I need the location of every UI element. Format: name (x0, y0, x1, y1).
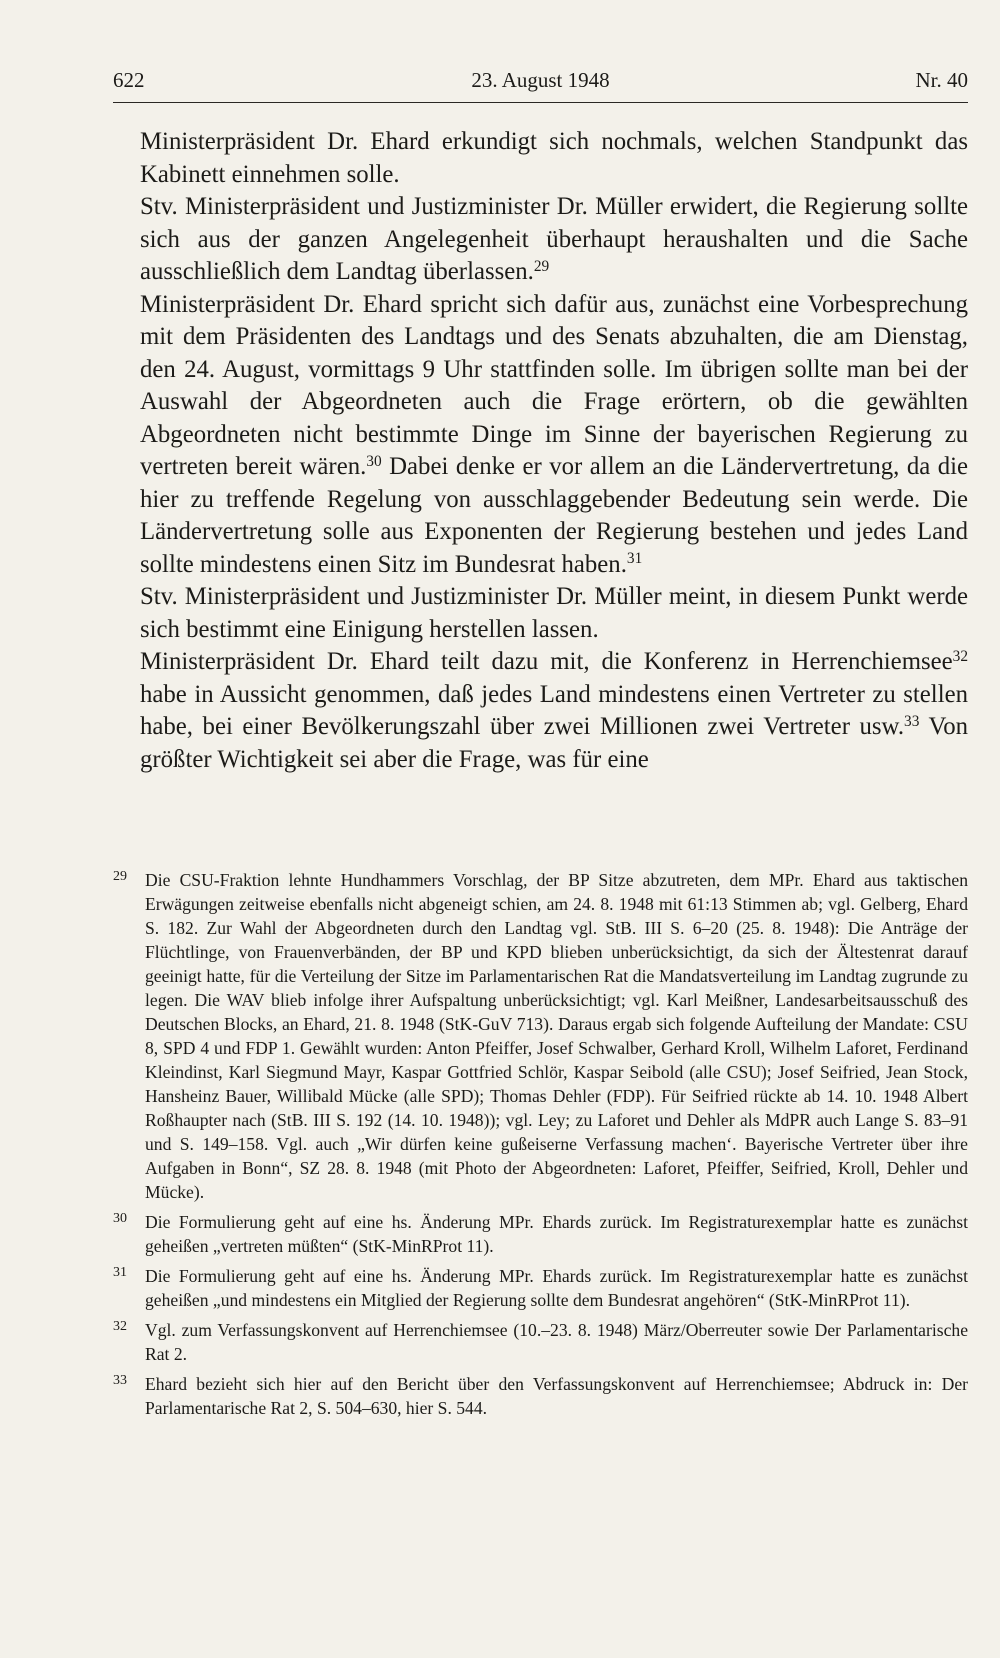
footnote-ref[interactable]: 30 (366, 452, 382, 470)
footnote-ref[interactable]: 33 (904, 712, 920, 730)
footnote-number: 33 (113, 1373, 127, 1388)
page-number: 622 (113, 68, 145, 92)
footnote (113, 868, 968, 1204)
paragraph: Ministerpräsident Dr. Ehard teilt dazu mit, die Konferenz in Herrenchiemsee$^{32}$ habe in Aussicht genommen, daß jedes Land mindestens einen Vertreter zu stellen habe, bei einer Bevölkerungszahl über zwei Millionen zwei Vertreter usw.$^{33}$ Von größter Wichtigkeit sei aber die Frage, was für eine (140, 647, 968, 773)
paragraph: Ministerpräsident Dr. Ehard spricht sich dafür aus, zunächst eine Vorbesprechung mit dem Präsidenten des Landtags und des Senats abzuhalten, die am Dienstag, den 24. August, vormittags 9 Uhr stattfinden solle. Im übrigen sollte man bei der Auswahl der Abgeordneten auch die Frage erörtern, ob die gewählten Abgeordneten nicht bestimmte Dinge im Sinne der bayerischen Regierung zu vertreten bereit wären.$^{30}$ Dabei denke er vor allem an die Ländervertretung, da die hier zu treffende Regelung von ausschlaggebender Bedeutung sein werde. Die Ländervertretung solle aus Exponenten der Regierung bestehen und jedes Land sollte mindestens einen Sitz im Bundesrat haben.$^{31}$ (140, 290, 968, 578)
running-header (113, 64, 968, 103)
footnote-text: Die CSU-Fraktion lehnte Hundhammers Vorschlag, der BP Sitze abzutreten, dem MPr. Ehard aus taktischen Erwägungen zeitweise ebenfalls nicht abgeneigt schien, am 24. 8. 1948 mit 61:13 Stimmen ab; vgl. Gelberg, Ehard S. 182. Zur Wahl der Abgeordneten durch den Landtag vgl. StB. III S. 6–20 (25. 8. 1948): Die Anträge der Flüchtlinge, von Frauenverbänden, der BP und KPD blieben unberücksichtigt, da sich der Ältestenrat darauf geeinigt hatte, für die Verteilung der Sitze im Parlamentarischen Rat die Mandatsverteilung im Landtag zugrunde zu legen. Die WAV blieb infolge ihrer Aufspaltung unberücksichtigt; vgl. Karl Meißner, Landesarbeitsausschuß des Deutschen Blocks, an Ehard, 21. 8. 1948 (StK-GuV 713). Daraus ergab sich folgende Aufteilung der Mandate: CSU 8, SPD 4 und FDP 1. Gewählt wurden: Anton Pfeiffer, Josef Schwalber, Gerhard Kroll, Wilhelm Laforet, Ferdinand Kleindinst, Karl Siegmund Mayr, Kaspar Gottfried Schlör, Kaspar Seibold (alle CSU); Josef Seifried, Jean Stock, Hansheinz Bauer, Willibald Mücke (alle SPD); Thomas Dehler (FDP). Für Seifried rückte ab 14. 10. 1948 Albert Roßhaupter nach (StB. III S. 192 (14. 10. 1948)); vgl. Ley; zu Laforet und Dehler als MdPR auch Lange S. 83–91 und S. 149–158. Vgl. auch „Wir dürfen keine gußeiserne Verfassung machen‘. Bayerische Vertreter über ihre Aufgaben in Bonn“, SZ 28. 8. 1948 (mit Photo der Abgeordneten: Laforet, Pfeiffer, Seifried, Kroll, Dehler und Mücke). (145, 870, 968, 1202)
footnote-text: Die Formulierung geht auf eine hs. Änderung MPr. Ehards zurück. Im Registraturexemplar hatte es zunächst geheißen „und mindestens ein Mitglied der Regierung sollte dem Bundesrat angehören“ (StK-MinRProt 11). (145, 1266, 968, 1310)
footnote (113, 1264, 968, 1312)
paragraph: Stv. Ministerpräsident und Justizminister Dr. Müller erwidert, die Regierung sollte sich aus der ganzen Angelegenheit überhaupt heraushalten und die Sache ausschließlich dem Landtag überlassen.$^{29}$ (140, 193, 968, 285)
footnote-text: Ehard bezieht sich hier auf den Bericht über den Verfassungskonvent auf Herrenchiemsee; Abdruck in: Der Parlamentarische Rat 2, S. 504–630, hier S. 544. (145, 1374, 968, 1418)
footnote (113, 1318, 968, 1366)
footnote-text: Vgl. zum Verfassungskonvent auf Herrenchiemsee (10.–23. 8. 1948) März/Oberreuter sowie Der Parlamentarische Rat 2. (145, 1320, 968, 1364)
footnote (113, 1210, 968, 1258)
paragraph: Stv. Ministerpräsident und Justizminister Dr. Müller meint, in diesem Punkt werde sich bestimmt eine Einigung herstellen lassen. (140, 583, 968, 643)
footnote-ref[interactable]: 32 (952, 647, 968, 665)
paragraph: Ministerpräsident Dr. Ehard erkundigt sich nochmals, welchen Standpunkt das Kabinett einnehmen solle. (140, 128, 968, 188)
footnote-text: Die Formulierung geht auf eine hs. Änderung MPr. Ehards zurück. Im Registraturexemplar hatte es zunächst geheißen „vertreten müßten“ (StK-MinRProt 11). (145, 1212, 968, 1256)
main-text (140, 126, 968, 776)
footnote-number: 32 (113, 1319, 127, 1334)
header-date: 23. August 1948 (471, 68, 610, 92)
footnotes (113, 868, 968, 1426)
footnote-number: 30 (113, 1211, 127, 1226)
footnote-ref[interactable]: 29 (533, 257, 550, 275)
footnote-number: 31 (113, 1265, 127, 1280)
header-issue-number: Nr. 40 (915, 68, 968, 92)
footnote (113, 1372, 968, 1420)
footnote-number: 29 (113, 869, 127, 884)
footnote-ref[interactable]: 31 (626, 550, 643, 568)
